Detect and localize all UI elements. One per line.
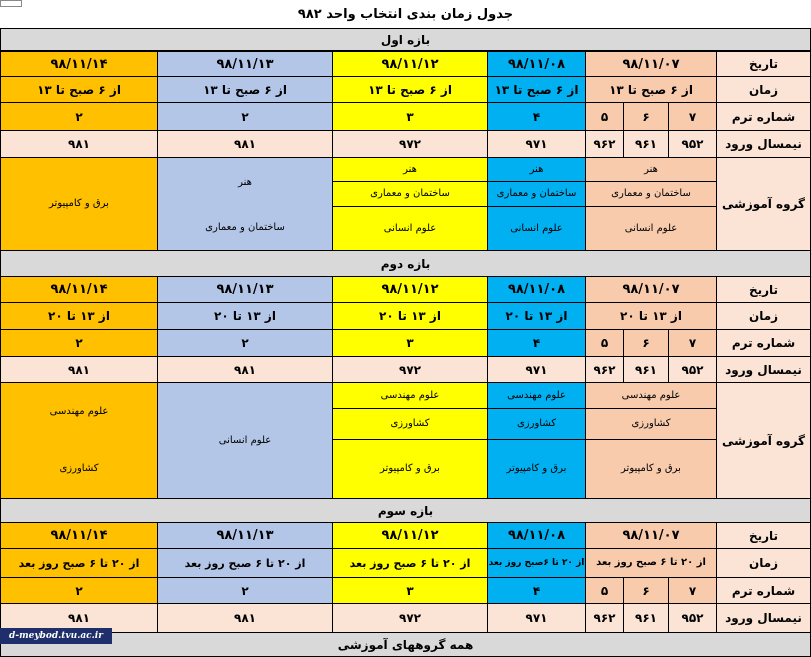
p1-entry-col5b: ۹۶۱ (623, 130, 669, 158)
p1-group-col2-item1: هنر (157, 157, 333, 207)
p1-time-col2: از ۶ صبح تا ۱۳ (157, 76, 333, 103)
p1-entry-col5c: ۹۵۲ (668, 130, 717, 158)
p3-entry-col5b: ۹۶۱ (623, 603, 669, 633)
p2-group-col4-item3: برق و کامپیوتر (487, 439, 586, 499)
p2-group-col5-item1: علوم مهندسی (585, 382, 717, 409)
period3-header: بازه سوم (0, 498, 811, 523)
p3-label-term: شماره ترم (716, 577, 811, 604)
p1-term-col4: ۴ (487, 102, 586, 131)
p1-entry-col4: ۹۷۱ (487, 130, 586, 158)
p3-term-col5c: ۷ (668, 577, 717, 604)
p1-date-col2: ۹۸/۱۱/۱۳ (157, 51, 333, 77)
p1-group-col4-item1: هنر (487, 157, 586, 182)
p1-label-date: تاریخ (716, 51, 811, 77)
p3-entry-col5c: ۹۵۲ (668, 603, 717, 633)
p2-group-col1-item2: کشاورزی (0, 439, 158, 499)
p3-date-col4: ۹۸/۱۱/۰۸ (487, 522, 586, 549)
p1-time-col4: از ۶ صبح تا ۱۳ (487, 76, 586, 103)
p2-term-col5a: ۵ (585, 329, 624, 357)
p2-term-col2: ۲ (157, 329, 333, 357)
p2-date-col1: ۹۸/۱۱/۱۴ (0, 276, 158, 303)
p1-time-col3: از ۶ صبح تا ۱۳ (332, 76, 488, 103)
p1-entry-col1: ۹۸۱ (0, 130, 158, 158)
p1-term-col5a: ۵ (585, 102, 624, 131)
p1-entry-col2: ۹۸۱ (157, 130, 333, 158)
p2-entry-col5b: ۹۶۱ (623, 356, 669, 383)
p2-label-group: گروه آموزشی (716, 382, 811, 499)
p2-date-col5: ۹۸/۱۱/۰۷ (585, 276, 717, 303)
p3-entry-col4: ۹۷۱ (487, 603, 586, 633)
p1-label-group: گروه آموزشی (716, 157, 811, 251)
p2-entry-col2: ۹۸۱ (157, 356, 333, 383)
p1-term-col1: ۲ (0, 102, 158, 131)
p2-entry-col1: ۹۸۱ (0, 356, 158, 383)
p2-label-term: شماره ترم (716, 329, 811, 357)
footer-all-groups: همه گروههای آموزشی (0, 632, 811, 657)
p3-label-entry: نیمسال ورود (716, 603, 811, 633)
p2-group-col4-item1: علوم مهندسی (487, 382, 586, 409)
p1-group-col5-item3: علوم انسانی (585, 206, 717, 251)
p3-entry-col1: ۹۸۱ (0, 603, 158, 633)
p2-entry-col5c: ۹۵۲ (668, 356, 717, 383)
p3-term-col1: ۲ (0, 577, 158, 604)
p3-term-col4: ۴ (487, 577, 586, 604)
p2-label-entry: نیمسال ورود (716, 356, 811, 383)
p3-time-col4: از ۲۰ تا ۶صبح روز بعد (487, 548, 586, 578)
p2-time-col4: از ۱۳ تا ۲۰ (487, 302, 586, 330)
p1-label-term: شماره ترم (716, 102, 811, 131)
p3-term-col5a: ۵ (585, 577, 624, 604)
p1-entry-col3: ۹۷۲ (332, 130, 488, 158)
p2-term-col5c: ۷ (668, 329, 717, 357)
p3-time-col5: از ۲۰ تا ۶ صبح روز بعد (585, 548, 717, 578)
p1-group-col5-item1: هنر (585, 157, 717, 182)
p2-group-col5-item3: برق و کامپیوتر (585, 439, 717, 499)
p2-term-col1: ۲ (0, 329, 158, 357)
p1-term-col5c: ۷ (668, 102, 717, 131)
p2-group-col3-item3: برق و کامپیوتر (332, 439, 488, 499)
p1-date-col3: ۹۸/۱۱/۱۲ (332, 51, 488, 77)
p2-time-col5: از ۱۳ تا ۲۰ (585, 302, 717, 330)
p2-label-date: تاریخ (716, 276, 811, 303)
p1-term-col5b: ۶ (623, 102, 669, 131)
p1-date-col5: ۹۸/۱۱/۰۷ (585, 51, 717, 77)
p1-entry-col5a: ۹۶۲ (585, 130, 624, 158)
p2-date-col3: ۹۸/۱۱/۱۲ (332, 276, 488, 303)
p2-time-col1: از ۱۳ تا ۲۰ (0, 302, 158, 330)
p2-group-col5-item2: کشاورزی (585, 408, 717, 440)
p3-date-col1: ۹۸/۱۱/۱۴ (0, 522, 158, 549)
p3-date-col2: ۹۸/۱۱/۱۳ (157, 522, 333, 549)
p1-term-col2: ۲ (157, 102, 333, 131)
p1-label-time: زمان (716, 76, 811, 103)
p1-label-entry: نیمسال ورود (716, 130, 811, 158)
p3-term-col2: ۲ (157, 577, 333, 604)
p2-group-col2-item1: علوم انسانی (157, 382, 333, 499)
p1-date-col4: ۹۸/۱۱/۰۸ (487, 51, 586, 77)
p2-label-time: زمان (716, 302, 811, 330)
p2-group-col3-item2: کشاورزی (332, 408, 488, 440)
p2-time-col3: از ۱۳ تا ۲۰ (332, 302, 488, 330)
p2-entry-col4: ۹۷۱ (487, 356, 586, 383)
p1-group-col2-item2: ساختمان و معماری (157, 206, 333, 251)
p1-time-col1: از ۶ صبح تا ۱۳ (0, 76, 158, 103)
page-title: جدول زمان بندی انتخاب واحد ۹۸۲ (297, 6, 514, 22)
p3-entry-col3: ۹۷۲ (332, 603, 488, 633)
p2-group-col3-item1: علوم مهندسی (332, 382, 488, 409)
p3-date-col3: ۹۸/۱۱/۱۲ (332, 522, 488, 549)
p3-time-col1: از ۲۰ تا ۶ صبح روز بعد (0, 548, 158, 578)
p2-group-col1-item1: علوم مهندسی (0, 382, 158, 440)
p3-entry-col5a: ۹۶۲ (585, 603, 624, 633)
period1-header: بازه اول (0, 28, 811, 51)
site-watermark: d-meybod.tvu.ac.ir (0, 628, 112, 644)
p1-date-col1: ۹۸/۱۱/۱۴ (0, 51, 158, 77)
p1-group-col3-item3: علوم انسانی (332, 206, 488, 251)
p2-entry-col3: ۹۷۲ (332, 356, 488, 383)
p3-entry-col2: ۹۸۱ (157, 603, 333, 633)
p3-time-col3: از ۲۰ تا ۶ صبح روز بعد (332, 548, 488, 578)
p3-label-date: تاریخ (716, 522, 811, 549)
p2-date-col2: ۹۸/۱۱/۱۳ (157, 276, 333, 303)
p3-label-time: زمان (716, 548, 811, 578)
p3-term-col3: ۳ (332, 577, 488, 604)
p2-term-col3: ۳ (332, 329, 488, 357)
p1-group-col4-item3: علوم انسانی (487, 206, 586, 251)
p2-term-col4: ۴ (487, 329, 586, 357)
p1-group-col4-item2: ساختمان و معماری (487, 181, 586, 207)
p3-term-col5b: ۶ (623, 577, 669, 604)
p2-entry-col5a: ۹۶۲ (585, 356, 624, 383)
p2-group-col4-item2: کشاورزی (487, 408, 586, 440)
p2-date-col4: ۹۸/۱۱/۰۸ (487, 276, 586, 303)
p1-term-col3: ۳ (332, 102, 488, 131)
p1-time-col5: از ۶ صبح تا ۱۳ (585, 76, 717, 103)
p3-date-col5: ۹۸/۱۱/۰۷ (585, 522, 717, 549)
p3-time-col2: از ۲۰ تا ۶ صبح روز بعد (157, 548, 333, 578)
p2-term-col5b: ۶ (623, 329, 669, 357)
p2-time-col2: از ۱۳ تا ۲۰ (157, 302, 333, 330)
p1-group-col3-item2: ساختمان و معماری (332, 181, 488, 207)
period2-header: بازه دوم (0, 250, 811, 277)
p1-group-col5-item2: ساختمان و معماری (585, 181, 717, 207)
p1-group-col3-item1: هنر (332, 157, 488, 182)
p1-group-col1-item: برق و کامپیوتر (0, 157, 158, 251)
